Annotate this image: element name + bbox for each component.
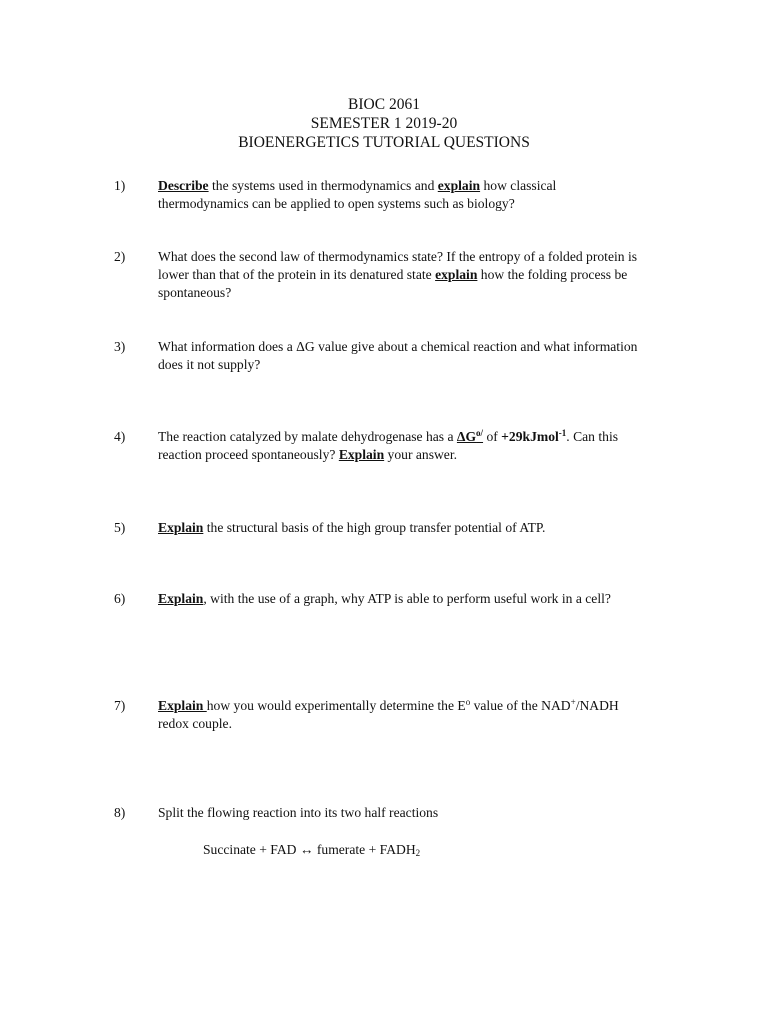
question-text: Explain the structural basis of the high group transfer potential of ATP.	[158, 520, 546, 535]
question-text: The reaction catalyzed by malate dehydrogenase has a $\Delta G^{o/}$ of +29kJmol$^{-1}$. Can this reaction proceed spontaneously? Explain your answer.	[158, 428, 619, 462]
question-text: Explain, with the use of a graph, why ATP is able to perform useful work in a cell?	[158, 591, 611, 606]
question-number: 7)	[114, 698, 126, 713]
question-number: 6)	[114, 591, 126, 606]
question-number: 2)	[114, 249, 126, 264]
question-number: 4)	[114, 429, 126, 444]
question-number: 8)	[114, 805, 126, 820]
document-title: BIOENERGETICS TUTORIAL QUESTIONS	[238, 134, 530, 151]
semester: SEMESTER 1 2019-20	[310, 115, 458, 132]
question-text: What information does a ΔG value give about a chemical reaction and what information does it not supply?	[158, 339, 638, 372]
energy-value: +29kJmol$^{-1}$	[501, 428, 567, 444]
question-text: Describe the systems used in thermodynamics and explain how classical thermodynamics can be applied to open systems such as biology?	[158, 178, 557, 211]
question-text: What does the second law of thermodynamics state? If the entropy of a folded protein is lower than that of the protein in its denatured state explain how the folding process be spontaneous?	[158, 249, 638, 300]
question-number: 5)	[114, 520, 126, 535]
question-text: Explain how you would experimentally determine the $E^o$ value of the NAD+/NADH redox couple.	[158, 697, 619, 731]
delta-g-symbol: $\Delta G^{o/}$	[456, 428, 484, 444]
question-number: 3)	[114, 339, 126, 354]
course-code: BIOC 2061	[348, 96, 420, 113]
document-header	[0, 95, 768, 152]
question-text: Split the flowing reaction into its two half reactions	[158, 805, 439, 820]
question-number: 1)	[114, 178, 126, 193]
reaction-equation: Succinate + FAD ↔ fumerate + $FADH_2$	[203, 842, 421, 858]
